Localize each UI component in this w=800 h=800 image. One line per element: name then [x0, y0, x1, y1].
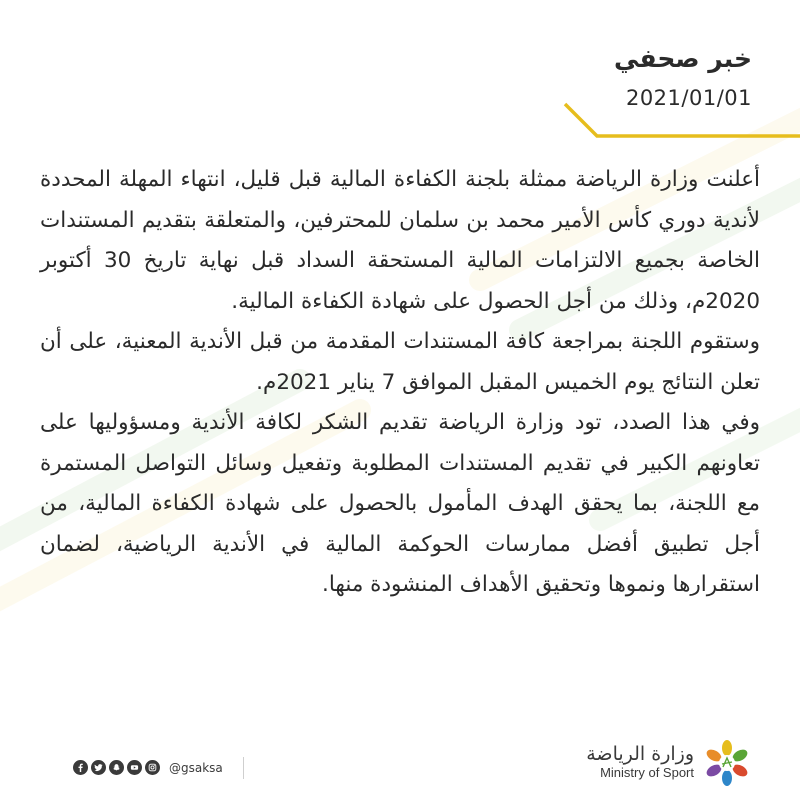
social-links	[73, 760, 223, 775]
social-handle: @gsaksa	[169, 760, 223, 775]
logo-english-name: Ministry of Sport	[600, 765, 694, 780]
paragraph-3: وفي هذا الصدد، تود وزارة الرياضة تقديم الشكر لكافة الأندية ومسؤوليها على تعاونهم الكبير في تقديم المستندات المطلوبة وتفعيل وسائل التواصل المستمرة مع اللجنة، بما يحقق الهدف المأمول بالحصول على شهادة الكفاءة المالية، من أجل تطبيق أفضل ممارسات الحوكمة المالية في الأندية الرياضية، لضمان استقرارها ونموها وتحقيق الأهداف المنشودة منها.	[40, 410, 760, 597]
ministry-logo	[586, 738, 752, 788]
page-title: خبر صحفي	[614, 44, 752, 73]
paragraph-2: وستقوم اللجنة بمراجعة كافة المستندات المقدمة من قبل الأندية المعنية، على أن تعلن النتائج يوم الخميس المقبل الموافق 7 يناير 2021م.	[40, 329, 760, 395]
publish-date: 2021/01/01	[625, 86, 752, 110]
snapchat-icon[interactable]	[109, 760, 124, 775]
instagram-icon[interactable]	[145, 760, 160, 775]
youtube-icon[interactable]	[127, 760, 142, 775]
paragraph-1: أعلنت وزارة الرياضة ممثلة بلجنة الكفاءة المالية قبل قليل، انتهاء المهلة المحددة لأندية دوري كأس الأمير محمد بن سلمان للمحترفين، والمتعلقة بتقديم المستندات الخاصة بجميع الالتزامات المالية المستحقة السداد قبل نهاية تاريخ 30 أكتوبر 2020م، وذلك من أجل الحصول على شهادة الكفاءة المالية.	[40, 167, 760, 314]
footer	[0, 730, 800, 790]
logo-arabic-name: وزارة الرياضة	[586, 743, 694, 766]
footer-divider	[243, 757, 244, 779]
article-body	[40, 160, 760, 606]
facebook-icon[interactable]	[73, 760, 88, 775]
header	[614, 44, 752, 110]
twitter-icon[interactable]	[91, 760, 106, 775]
logo-text	[586, 744, 694, 782]
ministry-emblem-icon	[702, 738, 752, 788]
